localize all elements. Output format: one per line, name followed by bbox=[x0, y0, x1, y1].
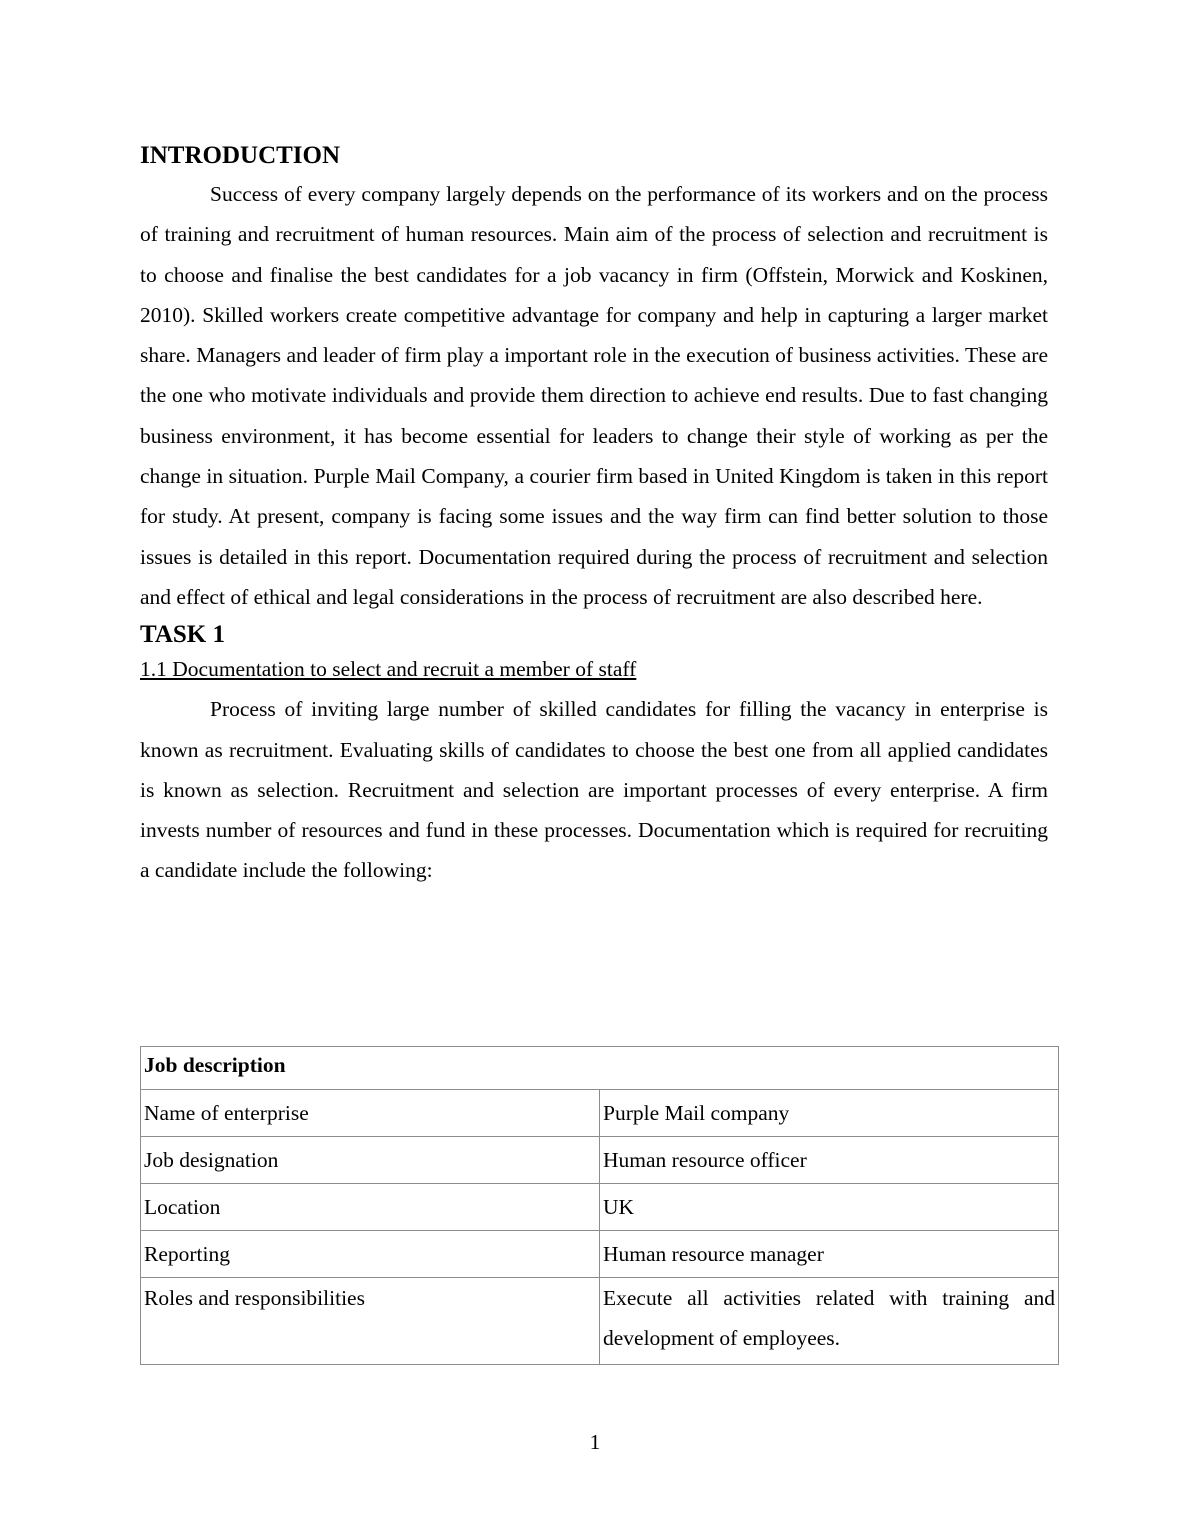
introduction-paragraph: Success of every company largely depends on the performance of its workers and on the process of training and recruitment of human resources. Main aim of the process of selection and recruitment is to choose and finalise the best candidates for a job vacancy in firm (Offstein, Morwick and Koskinen, 2010). Skilled workers create competitive advantage for company and help in capturing a larger market share. Managers and leader of firm play a important role in the execution of business activities. These are the one who motivate individuals and provide them direction to achieve end results. Due to fast changing business environment, it has become essential for leaders to change their style of working as per the change in situation. Purple Mail Company, a courier firm based in United Kingdom is taken in this report for study. At present, company is facing some issues and the way firm can find better solution to those issues is detailed in this report. Documentation required during the process of recruitment and selection and effect of ethical and legal considerations in the process of recruitment are also described here. bbox=[140, 182, 1048, 609]
row-value: Human resource officer bbox=[600, 1137, 1059, 1184]
row-value: UK bbox=[600, 1184, 1059, 1231]
row-label: Roles and responsibilities bbox=[141, 1278, 600, 1365]
row-value: Human resource manager bbox=[600, 1231, 1059, 1278]
job-description-title: Job description bbox=[141, 1047, 1059, 1090]
table-row bbox=[141, 1137, 1059, 1184]
row-value: Execute all activities related with training and development of employees. bbox=[600, 1278, 1059, 1365]
job-description-table bbox=[140, 1046, 1059, 1365]
introduction-heading: INTRODUCTION bbox=[140, 142, 341, 169]
table-row bbox=[141, 1231, 1059, 1278]
row-value: Purple Mail company bbox=[600, 1090, 1059, 1137]
task-1-heading: TASK 1 bbox=[140, 621, 225, 649]
section-1-1-subheading: 1.1 Documentation to select and recruit a member of staff bbox=[140, 657, 637, 682]
task-1-paragraph: Process of inviting large number of skilled candidates for filling the vacancy in enterprise is known as recruitment. Evaluating skills of candidates to choose the best one from all applied candidates is known as selection. Recruitment and selection are important processes of every enterprise. A firm invests number of resources and fund in these processes. Documentation which is required for recruiting a candidate include the following: bbox=[140, 697, 1048, 883]
table-header-row bbox=[141, 1047, 1059, 1090]
row-label: Location bbox=[141, 1184, 600, 1231]
table-row bbox=[141, 1090, 1059, 1137]
row-label: Name of enterprise bbox=[141, 1090, 600, 1137]
table-row bbox=[141, 1278, 1059, 1365]
page-number: 1 bbox=[589, 1430, 601, 1454]
row-label: Reporting bbox=[141, 1231, 600, 1278]
table-row bbox=[141, 1184, 1059, 1231]
page-content bbox=[140, 138, 1048, 891]
row-label: Job designation bbox=[141, 1137, 600, 1184]
